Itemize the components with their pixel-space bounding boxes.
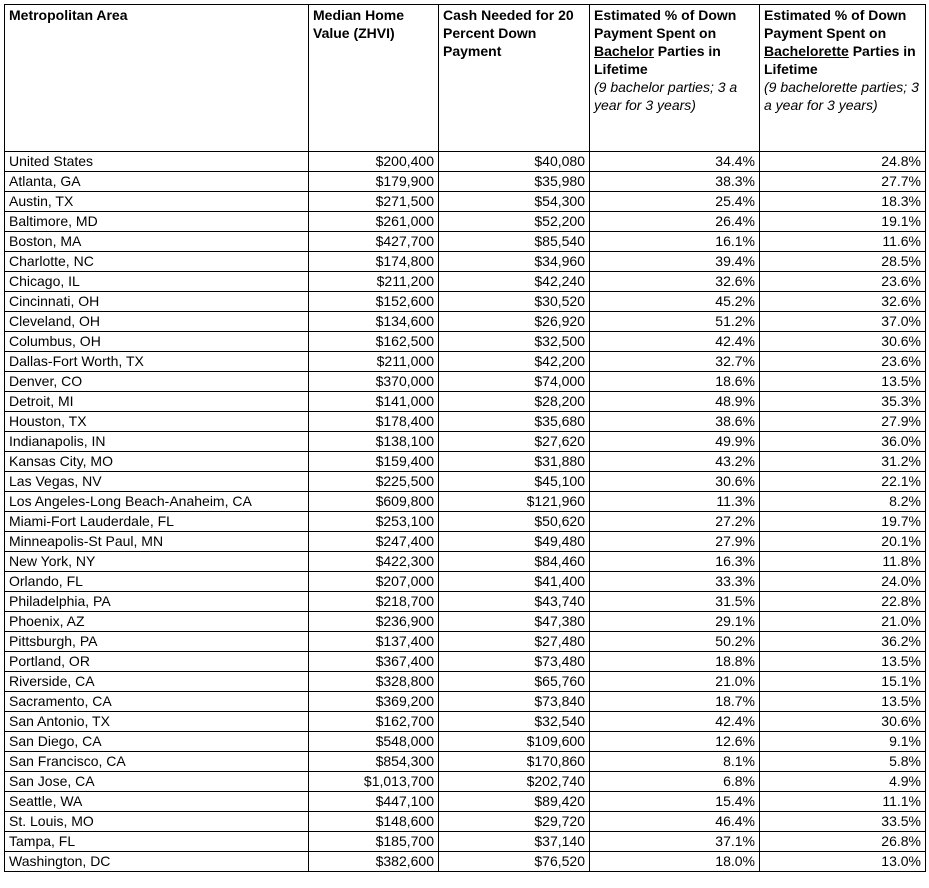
table-row — [5, 552, 926, 572]
cell-median-home-value: $179,900 — [309, 172, 439, 192]
header-bachelorette-emph: Bachelorette — [764, 43, 849, 59]
cell-cash-needed: $27,480 — [439, 632, 590, 652]
cell-bachelorette-pct: 5.8% — [760, 752, 926, 772]
cell-metro-area: Austin, TX — [5, 192, 309, 212]
cell-bachelorette-pct: 36.0% — [760, 432, 926, 452]
cell-bachelor-pct: 16.1% — [590, 232, 760, 252]
cell-metro-area: Minneapolis-St Paul, MN — [5, 532, 309, 552]
cell-cash-needed: $28,200 — [439, 392, 590, 412]
cell-cash-needed: $32,500 — [439, 332, 590, 352]
table-row — [5, 672, 926, 692]
cell-cash-needed: $121,960 — [439, 492, 590, 512]
cell-bachelorette-pct: 18.3% — [760, 192, 926, 212]
header-metro-area — [5, 5, 309, 152]
cell-cash-needed: $27,620 — [439, 432, 590, 452]
cell-cash-needed: $30,520 — [439, 292, 590, 312]
cell-median-home-value: $253,100 — [309, 512, 439, 532]
header-bachelor-note: (9 bachelor parties; 3 a year for 3 years) — [594, 79, 738, 113]
cell-bachelorette-pct: 13.0% — [760, 852, 926, 872]
cell-bachelor-pct: 51.2% — [590, 312, 760, 332]
cell-bachelorette-pct: 13.5% — [760, 692, 926, 712]
cell-cash-needed: $35,980 — [439, 172, 590, 192]
cell-cash-needed: $85,540 — [439, 232, 590, 252]
cell-bachelorette-pct: 22.8% — [760, 592, 926, 612]
cell-bachelorette-pct: 30.6% — [760, 332, 926, 352]
cell-metro-area: Riverside, CA — [5, 672, 309, 692]
header-bachelor-suffix: Parties in Lifetime — [594, 43, 721, 77]
cell-bachelor-pct: 38.6% — [590, 412, 760, 432]
table-row — [5, 752, 926, 772]
cell-cash-needed: $52,200 — [439, 212, 590, 232]
cell-bachelor-pct: 39.4% — [590, 252, 760, 272]
cell-median-home-value: $369,200 — [309, 692, 439, 712]
table-row — [5, 712, 926, 732]
cell-bachelorette-pct: 33.5% — [760, 812, 926, 832]
cell-median-home-value: $548,000 — [309, 732, 439, 752]
cell-metro-area: Sacramento, CA — [5, 692, 309, 712]
cell-bachelorette-pct: 13.5% — [760, 372, 926, 392]
cell-bachelorette-pct: 24.0% — [760, 572, 926, 592]
cell-median-home-value: $1,013,700 — [309, 772, 439, 792]
cell-bachelor-pct: 42.4% — [590, 332, 760, 352]
cell-bachelorette-pct: 22.1% — [760, 472, 926, 492]
cell-median-home-value: $148,600 — [309, 812, 439, 832]
table-row — [5, 632, 926, 652]
cell-bachelor-pct: 42.4% — [590, 712, 760, 732]
table-row — [5, 452, 926, 472]
table-row — [5, 732, 926, 752]
cell-bachelor-pct: 48.9% — [590, 392, 760, 412]
cell-bachelor-pct: 16.3% — [590, 552, 760, 572]
cell-bachelorette-pct: 35.3% — [760, 392, 926, 412]
cell-bachelor-pct: 11.3% — [590, 492, 760, 512]
cell-metro-area: Pittsburgh, PA — [5, 632, 309, 652]
cell-bachelor-pct: 33.3% — [590, 572, 760, 592]
cell-cash-needed: $73,840 — [439, 692, 590, 712]
bachelor-party-cost-table — [4, 4, 926, 872]
cell-cash-needed: $45,100 — [439, 472, 590, 492]
cell-median-home-value: $328,800 — [309, 672, 439, 692]
cell-bachelor-pct: 34.4% — [590, 152, 760, 172]
table-row — [5, 772, 926, 792]
cell-bachelor-pct: 46.4% — [590, 812, 760, 832]
cell-bachelor-pct: 18.0% — [590, 852, 760, 872]
cell-bachelor-pct: 30.6% — [590, 472, 760, 492]
table-row — [5, 592, 926, 612]
table-row — [5, 332, 926, 352]
cell-bachelorette-pct: 11.8% — [760, 552, 926, 572]
cell-median-home-value: $211,200 — [309, 272, 439, 292]
table-row — [5, 432, 926, 452]
cell-metro-area: Indianapolis, IN — [5, 432, 309, 452]
table-row — [5, 812, 926, 832]
table-row — [5, 292, 926, 312]
cell-bachelorette-pct: 27.7% — [760, 172, 926, 192]
cell-median-home-value: $236,900 — [309, 612, 439, 632]
cell-bachelor-pct: 45.2% — [590, 292, 760, 312]
cell-median-home-value: $207,000 — [309, 572, 439, 592]
cell-median-home-value: $162,500 — [309, 332, 439, 352]
cell-median-home-value: $382,600 — [309, 852, 439, 872]
cell-median-home-value: $422,300 — [309, 552, 439, 572]
cell-bachelor-pct: 18.8% — [590, 652, 760, 672]
table-row — [5, 492, 926, 512]
table-row — [5, 272, 926, 292]
cell-cash-needed: $31,880 — [439, 452, 590, 472]
cell-bachelor-pct: 32.6% — [590, 272, 760, 292]
cell-bachelor-pct: 15.4% — [590, 792, 760, 812]
header-bachelor-prefix: Estimated % of Down Payment Spent on — [594, 7, 737, 41]
cell-cash-needed: $37,140 — [439, 832, 590, 852]
cell-bachelor-pct: 37.1% — [590, 832, 760, 852]
cell-bachelor-pct: 18.7% — [590, 692, 760, 712]
cell-cash-needed: $26,920 — [439, 312, 590, 332]
cell-metro-area: Las Vegas, NV — [5, 472, 309, 492]
cell-median-home-value: $225,500 — [309, 472, 439, 492]
cell-bachelorette-pct: 8.2% — [760, 492, 926, 512]
table-row — [5, 512, 926, 532]
cell-cash-needed: $50,620 — [439, 512, 590, 532]
cell-bachelor-pct: 43.2% — [590, 452, 760, 472]
cell-metro-area: Charlotte, NC — [5, 252, 309, 272]
header-bachelor-emph: Bachelor — [594, 43, 654, 59]
cell-bachelor-pct: 25.4% — [590, 192, 760, 212]
cell-bachelorette-pct: 24.8% — [760, 152, 926, 172]
cell-metro-area: San Francisco, CA — [5, 752, 309, 772]
header-bachelorette-prefix: Estimated % of Down Payment Spent on — [764, 7, 907, 41]
cell-metro-area: Seattle, WA — [5, 792, 309, 812]
cell-metro-area: San Diego, CA — [5, 732, 309, 752]
cell-metro-area: Portland, OR — [5, 652, 309, 672]
cell-cash-needed: $74,000 — [439, 372, 590, 392]
table-header — [5, 5, 926, 152]
table-row — [5, 152, 926, 172]
cell-bachelorette-pct: 13.5% — [760, 652, 926, 672]
cell-cash-needed: $41,400 — [439, 572, 590, 592]
cell-median-home-value: $162,700 — [309, 712, 439, 732]
cell-metro-area: New York, NY — [5, 552, 309, 572]
cell-bachelorette-pct: 11.6% — [760, 232, 926, 252]
cell-median-home-value: $200,400 — [309, 152, 439, 172]
cell-metro-area: Kansas City, MO — [5, 452, 309, 472]
cell-bachelorette-pct: 32.6% — [760, 292, 926, 312]
cell-cash-needed: $49,480 — [439, 532, 590, 552]
cell-cash-needed: $109,600 — [439, 732, 590, 752]
cell-bachelor-pct: 50.2% — [590, 632, 760, 652]
table-row — [5, 352, 926, 372]
cell-median-home-value: $174,800 — [309, 252, 439, 272]
table-row — [5, 472, 926, 492]
cell-median-home-value: $218,700 — [309, 592, 439, 612]
table-row — [5, 252, 926, 272]
cell-median-home-value: $178,400 — [309, 412, 439, 432]
cell-median-home-value: $247,400 — [309, 532, 439, 552]
cell-bachelor-pct: 12.6% — [590, 732, 760, 752]
header-median-home-value-label: Median Home Value (ZHVI) — [313, 7, 405, 41]
table-row — [5, 232, 926, 252]
cell-metro-area: Orlando, FL — [5, 572, 309, 592]
cell-bachelor-pct: 8.1% — [590, 752, 760, 772]
cell-median-home-value: $427,700 — [309, 232, 439, 252]
cell-metro-area: Chicago, IL — [5, 272, 309, 292]
cell-bachelorette-pct: 23.6% — [760, 352, 926, 372]
cell-metro-area: Columbus, OH — [5, 332, 309, 352]
cell-cash-needed: $40,080 — [439, 152, 590, 172]
cell-median-home-value: $159,400 — [309, 452, 439, 472]
table-row — [5, 652, 926, 672]
cell-bachelor-pct: 27.2% — [590, 512, 760, 532]
cell-bachelorette-pct: 26.8% — [760, 832, 926, 852]
header-median-home-value — [309, 5, 439, 152]
cell-bachelor-pct: 27.9% — [590, 532, 760, 552]
cell-median-home-value: $141,000 — [309, 392, 439, 412]
cell-cash-needed: $47,380 — [439, 612, 590, 632]
header-cash-needed-label: Cash Needed for 20 Percent Down Payment — [443, 7, 574, 59]
cell-bachelorette-pct: 4.9% — [760, 772, 926, 792]
cell-median-home-value: $138,100 — [309, 432, 439, 452]
cell-cash-needed: $32,540 — [439, 712, 590, 732]
cell-metro-area: United States — [5, 152, 309, 172]
cell-bachelorette-pct: 19.7% — [760, 512, 926, 532]
cell-metro-area: Atlanta, GA — [5, 172, 309, 192]
cell-metro-area: Phoenix, AZ — [5, 612, 309, 632]
cell-metro-area: Los Angeles-Long Beach-Anaheim, CA — [5, 492, 309, 512]
table-row — [5, 192, 926, 212]
cell-metro-area: Miami-Fort Lauderdale, FL — [5, 512, 309, 532]
cell-cash-needed: $35,680 — [439, 412, 590, 432]
cell-bachelorette-pct: 30.6% — [760, 712, 926, 732]
cell-median-home-value: $271,500 — [309, 192, 439, 212]
cell-bachelorette-pct: 31.2% — [760, 452, 926, 472]
table-row — [5, 312, 926, 332]
table-row — [5, 412, 926, 432]
cell-cash-needed: $54,300 — [439, 192, 590, 212]
cell-metro-area: Cincinnati, OH — [5, 292, 309, 312]
cell-median-home-value: $134,600 — [309, 312, 439, 332]
table-row — [5, 572, 926, 592]
cell-metro-area: Houston, TX — [5, 412, 309, 432]
cell-median-home-value: $370,000 — [309, 372, 439, 392]
table-row — [5, 692, 926, 712]
table-row — [5, 832, 926, 852]
cell-bachelorette-pct: 23.6% — [760, 272, 926, 292]
cell-metro-area: Philadelphia, PA — [5, 592, 309, 612]
cell-metro-area: Denver, CO — [5, 372, 309, 392]
header-metro-area-label: Metropolitan Area — [9, 7, 128, 23]
cell-bachelorette-pct: 20.1% — [760, 532, 926, 552]
cell-bachelor-pct: 29.1% — [590, 612, 760, 632]
cell-cash-needed: $202,740 — [439, 772, 590, 792]
cell-metro-area: Tampa, FL — [5, 832, 309, 852]
cell-cash-needed: $65,760 — [439, 672, 590, 692]
cell-bachelorette-pct: 9.1% — [760, 732, 926, 752]
header-row — [5, 5, 926, 152]
cell-median-home-value: $447,100 — [309, 792, 439, 812]
cell-bachelor-pct: 31.5% — [590, 592, 760, 612]
cell-metro-area: Baltimore, MD — [5, 212, 309, 232]
cell-median-home-value: $152,600 — [309, 292, 439, 312]
cell-cash-needed: $84,460 — [439, 552, 590, 572]
cell-bachelor-pct: 38.3% — [590, 172, 760, 192]
header-bachelor-pct — [590, 5, 760, 152]
table-row — [5, 532, 926, 552]
cell-metro-area: St. Louis, MO — [5, 812, 309, 832]
table-row — [5, 392, 926, 412]
cell-median-home-value: $185,700 — [309, 832, 439, 852]
cell-cash-needed: $43,740 — [439, 592, 590, 612]
cell-bachelorette-pct: 15.1% — [760, 672, 926, 692]
cell-bachelor-pct: 49.9% — [590, 432, 760, 452]
cell-bachelorette-pct: 21.0% — [760, 612, 926, 632]
cell-cash-needed: $42,200 — [439, 352, 590, 372]
cell-median-home-value: $261,000 — [309, 212, 439, 232]
table-row — [5, 372, 926, 392]
header-cash-needed — [439, 5, 590, 152]
cell-cash-needed: $89,420 — [439, 792, 590, 812]
cell-bachelorette-pct: 19.1% — [760, 212, 926, 232]
table-row — [5, 852, 926, 872]
cell-median-home-value: $367,400 — [309, 652, 439, 672]
table-row — [5, 172, 926, 192]
cell-bachelor-pct: 26.4% — [590, 212, 760, 232]
cell-bachelorette-pct: 36.2% — [760, 632, 926, 652]
cell-metro-area: Boston, MA — [5, 232, 309, 252]
table-row — [5, 792, 926, 812]
cell-median-home-value: $854,300 — [309, 752, 439, 772]
cell-median-home-value: $609,800 — [309, 492, 439, 512]
cell-cash-needed: $76,520 — [439, 852, 590, 872]
table-row — [5, 212, 926, 232]
cell-metro-area: Dallas-Fort Worth, TX — [5, 352, 309, 372]
cell-bachelorette-pct: 28.5% — [760, 252, 926, 272]
cell-metro-area: Detroit, MI — [5, 392, 309, 412]
header-bachelorette-suffix: Parties in Lifetime — [764, 43, 916, 77]
cell-bachelor-pct: 18.6% — [590, 372, 760, 392]
cell-median-home-value: $137,400 — [309, 632, 439, 652]
header-bachelorette-pct — [760, 5, 926, 152]
cell-bachelor-pct: 32.7% — [590, 352, 760, 372]
cell-cash-needed: $34,960 — [439, 252, 590, 272]
cell-cash-needed: $170,860 — [439, 752, 590, 772]
cell-bachelor-pct: 6.8% — [590, 772, 760, 792]
table-row — [5, 612, 926, 632]
cell-metro-area: Washington, DC — [5, 852, 309, 872]
cell-bachelorette-pct: 37.0% — [760, 312, 926, 332]
cell-cash-needed: $73,480 — [439, 652, 590, 672]
cell-median-home-value: $211,000 — [309, 352, 439, 372]
cell-metro-area: San Antonio, TX — [5, 712, 309, 732]
cell-bachelorette-pct: 27.9% — [760, 412, 926, 432]
cell-cash-needed: $42,240 — [439, 272, 590, 292]
table-body — [5, 152, 926, 872]
cell-cash-needed: $29,720 — [439, 812, 590, 832]
cell-bachelor-pct: 21.0% — [590, 672, 760, 692]
cell-metro-area: San Jose, CA — [5, 772, 309, 792]
cell-metro-area: Cleveland, OH — [5, 312, 309, 332]
header-bachelorette-note: (9 bachelorette parties; 3 a year for 3 years) — [764, 79, 919, 113]
cell-bachelorette-pct: 11.1% — [760, 792, 926, 812]
